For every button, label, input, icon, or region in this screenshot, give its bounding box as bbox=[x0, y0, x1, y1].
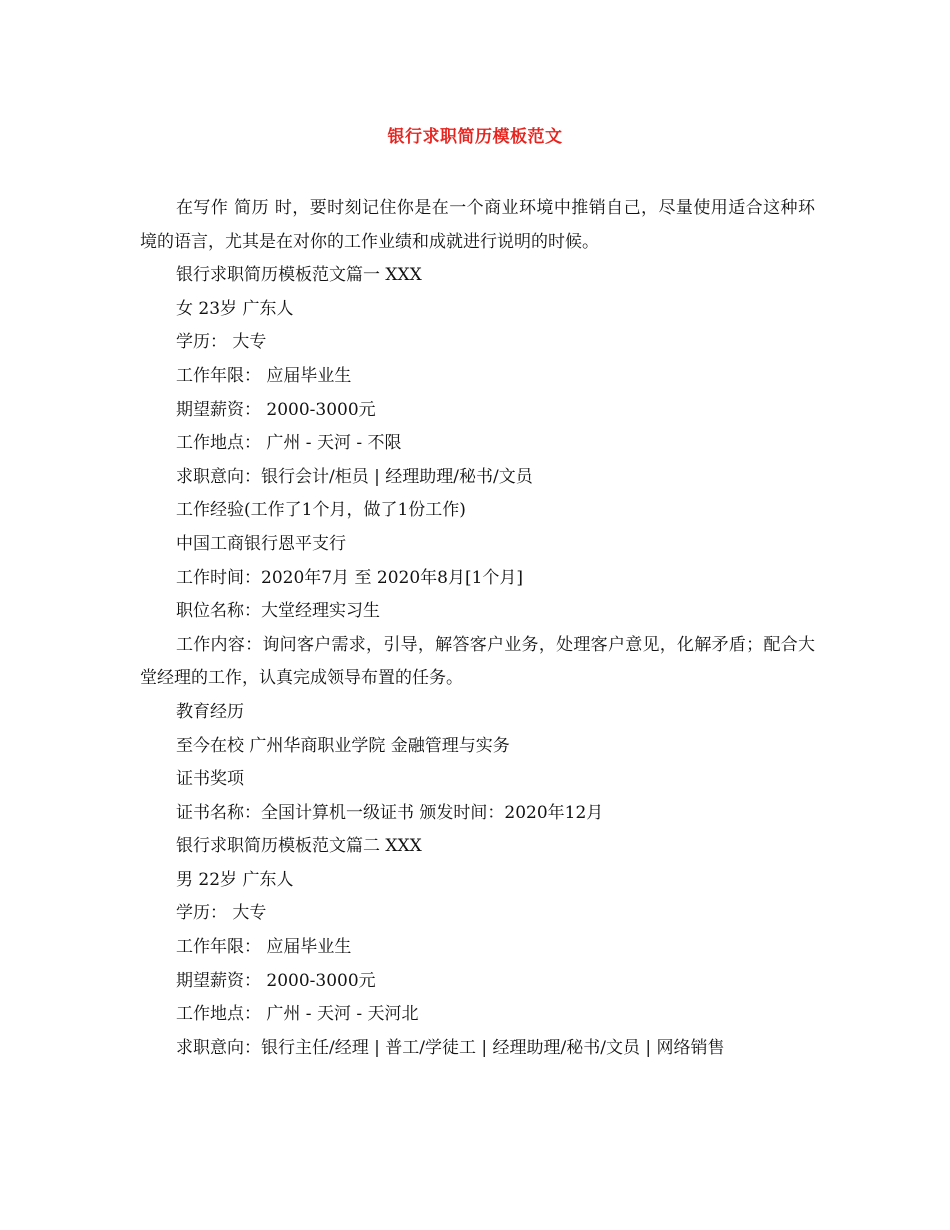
document-title: 银行求职简历模板范文 bbox=[387, 127, 563, 147]
resume1-profile: 女 23岁 广东人 bbox=[176, 298, 294, 319]
resume1-work-experience: 工作经验(工作了1个月，做了1份工作) bbox=[176, 500, 466, 521]
resume2-work-location: 工作地点： 广州 - 天河 - 天河北 bbox=[176, 1004, 419, 1025]
resume1-work-years: 工作年限： 应届毕业生 bbox=[176, 365, 352, 386]
resume2-job-intent: 求职意向：银行主任/经理 | 普工/学徒工 | 经理助理/秘书/文员 | 网络销售 bbox=[176, 1037, 725, 1058]
resume1-education-detail: 至今在校 广州华商职业学院 金融管理与实务 bbox=[176, 735, 510, 756]
resume1-education-heading: 教育经历 bbox=[176, 701, 244, 722]
resume1-job-intent: 求职意向：银行会计/柜员 | 经理助理/秘书/文员 bbox=[176, 466, 533, 487]
resume1-work-content: 工作内容：询问客户需求，引导，解答客户业务，处理客户意见，化解矛盾；配合大堂经理的工作，认真完成领导布置的任务。 bbox=[140, 634, 815, 689]
resume2-expected-salary: 期望薪资： 2000-3000元 bbox=[176, 970, 376, 991]
resume2-heading: 银行求职简历模板范文篇二 XXX bbox=[176, 836, 422, 857]
resume1-work-location: 工作地点： 广州 - 天河 - 不限 bbox=[176, 433, 402, 454]
intro-paragraph: 在写作 简历 时，要时刻记住你是在一个商业环境中推销自己，尽量使用适合这种环境的语言，尤其是在对你的工作业绩和成就进行说明的时候。 bbox=[140, 198, 815, 252]
document-body bbox=[140, 192, 815, 1065]
resume2-work-years: 工作年限： 应届毕业生 bbox=[176, 937, 352, 958]
resume1-position: 职位名称：大堂经理实习生 bbox=[176, 601, 380, 622]
resume1-heading: 银行求职简历模板范文篇一 XXX bbox=[176, 265, 422, 286]
resume1-work-period: 工作时间：2020年7月 至 2020年8月[1个月] bbox=[176, 567, 524, 588]
resume2-profile: 男 22岁 广东人 bbox=[176, 869, 294, 890]
resume1-expected-salary: 期望薪资： 2000-3000元 bbox=[176, 399, 376, 420]
resume1-employer: 中国工商银行恩平支行 bbox=[176, 533, 346, 554]
resume1-certificate-detail: 证书名称：全国计算机一级证书 颁发时间：2020年12月 bbox=[176, 802, 604, 823]
resume1-education-level: 学历： 大专 bbox=[176, 332, 267, 353]
resume1-certificates-heading: 证书奖项 bbox=[176, 769, 244, 790]
resume2-education-level: 学历： 大专 bbox=[176, 903, 267, 924]
